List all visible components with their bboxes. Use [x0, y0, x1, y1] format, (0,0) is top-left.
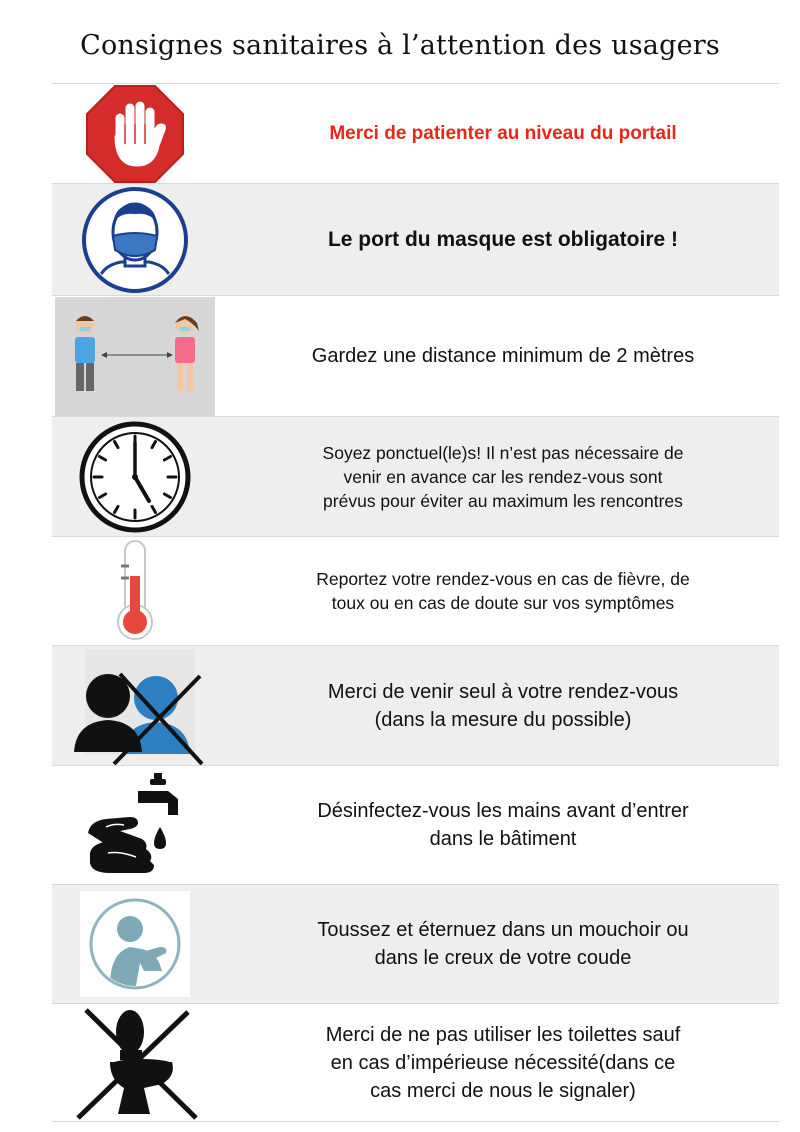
- instruction-text: Soyez ponctuel(le)s! Il n’est pas nécessaire de venir en avance car les rendez-vous sont prévus pour éviter au maximum les rencontres: [322, 442, 684, 511]
- instruction-text: Reportez votre rendez-vous en cas de fièvre, de toux ou en cas de doute sur vos symptômes: [316, 569, 690, 613]
- instruction-text: Merci de venir seul à votre rendez-vous (dans la mesure du possible): [327, 680, 679, 731]
- instruction-row: [52, 1003, 779, 1122]
- instruction-text: Merci de patienter au niveau du portail: [329, 122, 677, 144]
- instruction-text: Désinfectez-vous les mains avant d’entrer dans le bâtiment: [317, 800, 689, 850]
- instruction-text: Gardez une distance minimum de 2 mètres: [311, 345, 695, 367]
- stop-hand-icon: [52, 84, 217, 183]
- instruction-row: [52, 183, 779, 295]
- instruction-text: Merci de ne pas utiliser les toilettes sauf en cas d’impérieuse nécessité(dans ce cas merci de nous le signaler): [325, 1023, 681, 1102]
- page-title: Consignes sanitaires à l’attention des usagers: [80, 30, 720, 61]
- instruction-row: [52, 416, 779, 536]
- instruction-row: [52, 83, 779, 183]
- social-distance-icon: [52, 296, 217, 416]
- instruction-text: Le port du masque est obligatoire !: [327, 227, 679, 251]
- instruction-text: Toussez et éternuez dans un mouchoir ou dans le creux de votre coude: [317, 919, 689, 969]
- no-toilet-icon: [52, 1004, 217, 1121]
- thermometer-icon: [52, 537, 217, 645]
- instruction-row: [52, 645, 779, 765]
- face-mask-icon: [52, 184, 217, 295]
- cough-elbow-icon: [52, 885, 217, 1003]
- hand-wash-icon: [52, 766, 217, 884]
- no-companion-icon: [52, 646, 217, 765]
- instruction-row: [52, 536, 779, 645]
- instruction-row: [52, 295, 779, 416]
- instruction-row: [52, 765, 779, 884]
- instruction-row: [52, 884, 779, 1003]
- clock-icon: [52, 417, 217, 536]
